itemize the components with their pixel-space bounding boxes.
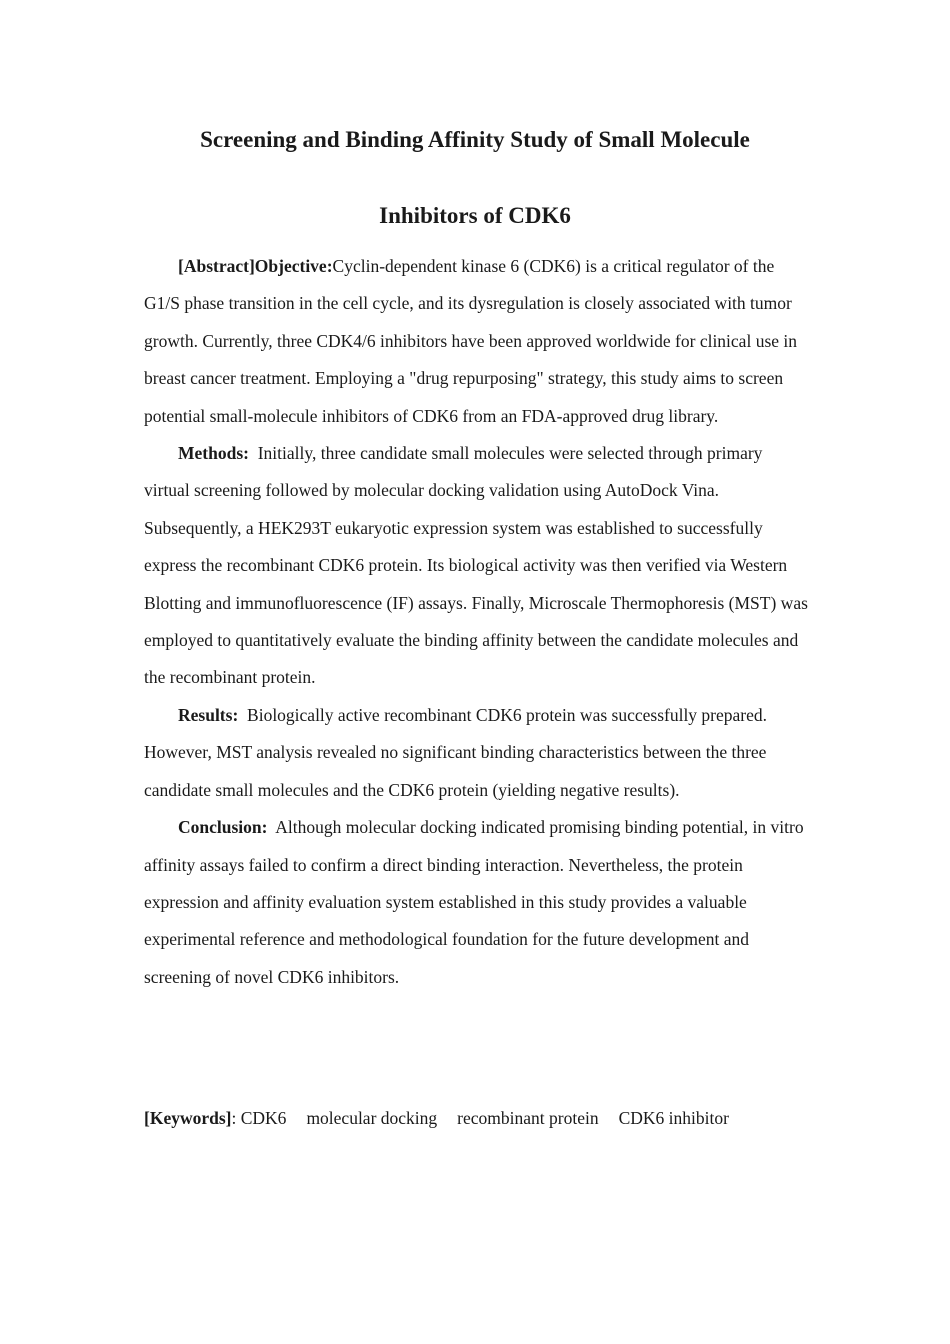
abstract-conclusion-paragraph <box>144 809 808 996</box>
keywords <box>144 1100 808 1137</box>
objective-text: Cyclin-dependent kinase 6 (CDK6) is a critical regulator of the G1/S phase transition in the cell cycle, and its dysregulation is closely associated with tumor growth. Currently, three CDK4/6 inhibitors have been approved worldwide for clinical use in breast cancer treatment. Employing a "drug repurposing" strategy, this study aims to screen potential small-molecule inhibitors of CDK6 from an FDA-approved drug library. <box>144 256 798 426</box>
keyword-item: CDK6 inhibitor <box>618 1108 729 1128</box>
paper-title-line-1: Screening and Binding Affinity Study of Small Molecule <box>200 127 750 152</box>
abstract <box>144 248 808 996</box>
abstract-results-paragraph <box>144 697 808 809</box>
keyword-item: recombinant protein <box>457 1108 599 1128</box>
methods-text: Initially, three candidate small molecules were selected through primary virtual screening followed by molecular docking validation using AutoDock Vina. Subsequently, a HEK293T eukaryotic expression system was established to successfully express the recombinant CDK6 protein. Its biological activity was then verified via Western Blotting and immunofluorescence (IF) assays. Finally, Microscale Thermophoresis (MST) was employed to quantitatively evaluate the binding affinity between the candidate molecules and the recombinant protein. <box>144 443 808 688</box>
objective-label: Objective: <box>254 256 333 276</box>
paper-title-line-2: Inhibitors of CDK6 <box>379 203 571 228</box>
abstract-label: [Abstract] <box>178 256 255 276</box>
conclusion-label: Conclusion: <box>178 817 268 838</box>
keyword-item: CDK6 <box>240 1108 287 1128</box>
keywords-label: [Keywords] <box>144 1108 232 1128</box>
keyword-item: molecular docking <box>306 1108 438 1128</box>
results-label: Results: <box>178 704 239 725</box>
keywords-separator: : <box>231 1108 237 1128</box>
abstract-objective-paragraph <box>144 248 808 435</box>
methods-label: Methods: <box>178 443 249 464</box>
conclusion-text: Although molecular docking indicated promising binding potential, in vitro affinity assays failed to confirm a direct binding interaction. Nevertheless, the protein expression and affinity evaluation system established in this study provides a valuable experimental reference and methodological foundation for the future development and screening of novel CDK6 inhibitors. <box>144 817 804 987</box>
abstract-methods-paragraph <box>144 435 808 697</box>
results-text: Biologically active recombinant CDK6 protein was successfully prepared. However, MST analysis revealed no significant binding characteristics between the three candidate small molecules and the CDK6 protein (yielding negative results). <box>144 704 768 800</box>
